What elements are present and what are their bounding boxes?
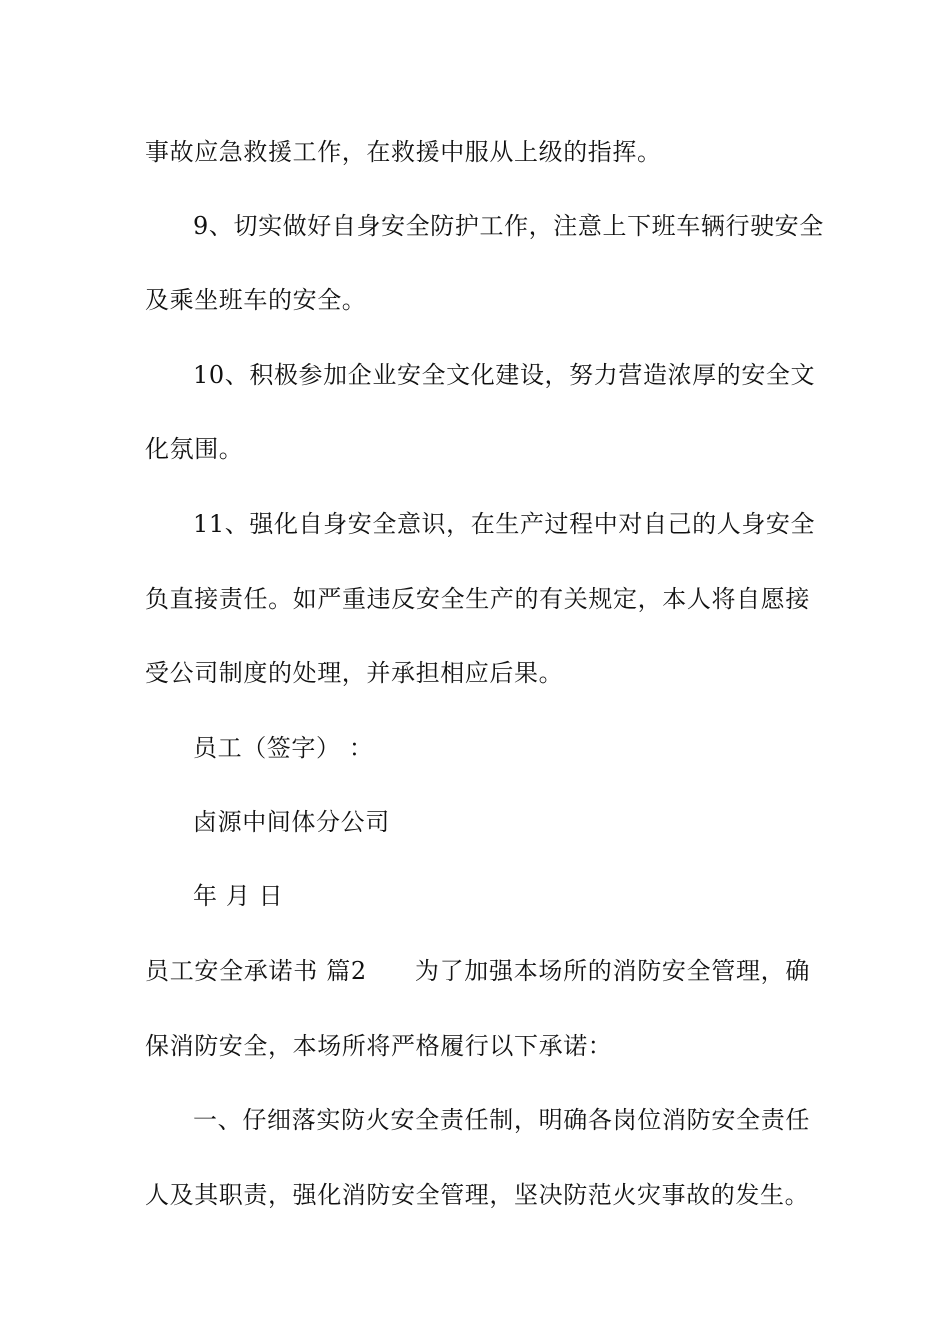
paragraph-line: 保消防安全，本场所将严格履行以下承诺： [145, 1032, 613, 1060]
date-line: 年 月 日 [193, 882, 284, 910]
item-9-line: 9、切实做好自身安全防护工作，注意上下班车辆行驶安全 [193, 212, 824, 240]
paragraph-line: 及乘坐班车的安全。 [145, 286, 367, 314]
paragraph-line: 化氛围。 [145, 435, 244, 463]
company-name: 卤源中间体分公司 [193, 808, 390, 836]
item-11-line: 11、强化自身安全意识，在生产过程中对自己的人身安全 [193, 510, 816, 538]
section-2-title: 员工安全承诺书 篇2 [145, 957, 367, 985]
item-10-line: 10、积极参加企业安全文化建设，努力营造浓厚的安全文 [193, 361, 816, 389]
paragraph-line: 负直接责任。如严重违反安全生产的有关规定，本人将自愿接 [145, 585, 810, 613]
employee-signature-line: 员工（签字） ： [193, 734, 374, 762]
section-2-heading-line [145, 951, 810, 991]
paragraph-line: 事故应急救援工作，在救援中服从上级的指挥。 [145, 138, 662, 166]
section-2-intro: 为了加强本场所的消防安全管理，确 [414, 957, 810, 985]
commitment-1-line: 一、仔细落实防火安全责任制，明确各岗位消防安全责任 [193, 1106, 810, 1134]
paragraph-line: 人及其职责，强化消防安全管理，坚决防范火灾事故的发生。 [145, 1181, 810, 1209]
paragraph-line: 受公司制度的处理，并承担相应后果。 [145, 659, 564, 687]
